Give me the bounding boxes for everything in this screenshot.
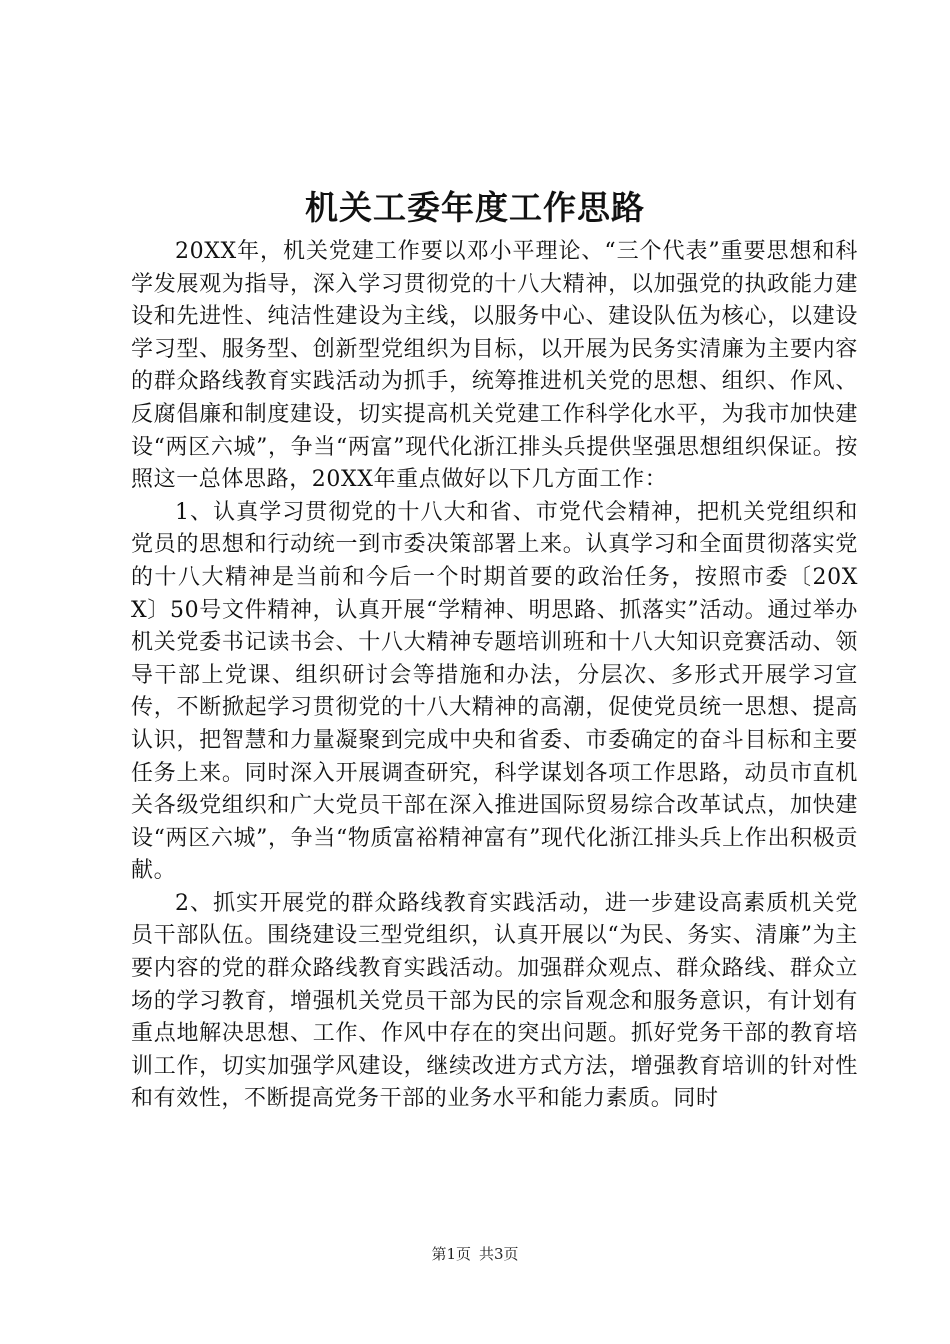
document-body bbox=[131, 236, 858, 1116]
document-title: 机关工委年度工作思路 bbox=[305, 188, 645, 227]
intro-paragraph: 20XX年，机关党建工作要以邓小平理论、“三个代表”重要思想和科学发展观为指导，深入学习贯彻党的十八大精神，以加强党的执政能力建设和先进性、纯洁性建设为主线，以服务中心、建设队伍为核心，以建设学习型、服务型、创新型党组织为目标，以开展为民务实清廉为主要内容的群众路线教育实践活动为抓手，统筹推进机关党的思想、组织、作风、反腐倡廉和制度建设，切实提高机关党建工作科学化水平，为我市加快建设“两区六城”，争当“两富”现代化浙江排头兵提供坚强思想组织保证。按照这一总体思路，20XX年重点做好以下几方面工作： bbox=[131, 239, 858, 493]
page-number: 第1页 bbox=[431, 1245, 471, 1263]
page-total: 共3页 bbox=[479, 1245, 519, 1263]
section-2-paragraph: 2、抓实开展党的群众路线教育实践活动，进一步建设高素质机关党员干部队伍。围绕建设三型党组织，认真开展以“为民、务实、清廉”为主要内容的党的群众路线教育实践活动。加强群众观点、群众路线、群众立场的学习教育，增强机关党员干部为民的宗旨观念和服务意识，有计划有重点地解决思想、工作、作风中存在的突出问题。抓好党务干部的教育培训工作，切实加强学风建设，继续改进方式方法，增强教育培训的针对性和有效性，不断提高党务干部的业务水平和能力素质。同时 bbox=[131, 890, 858, 1112]
page-footer bbox=[0, 1244, 950, 1264]
section-1-paragraph: 1、认真学习贯彻党的十八大和省、市党代会精神，把机关党组织和党员的思想和行动统一到市委决策部署上来。认真学习和全面贯彻落实党的十八大精神是当前和今后一个时期首要的政治任务，按照市委〔20XX〕50号文件精神，认真开展“学精神、明思路、抓落实”活动。通过举办机关党委书记读书会、十八大精神专题培训班和十八大知识竞赛活动、领导干部上党课、组织研讨会等措施和办法，分层次、多形式开展学习宣传，不断掀起学习贯彻党的十八大精神的高潮，促使党员统一思想、提高认识，把智慧和力量凝聚到完成中央和省委、市委确定的奋斗目标和主要任务上来。同时深入开展调查研究，科学谋划各项工作思路，动员市直机关各级党组织和广大党员干部在深入推进国际贸易综合改革试点，加快建设“两区六城”，争当“物质富裕精神富有”现代化浙江排头兵上作出积极贡献。 bbox=[131, 499, 858, 884]
